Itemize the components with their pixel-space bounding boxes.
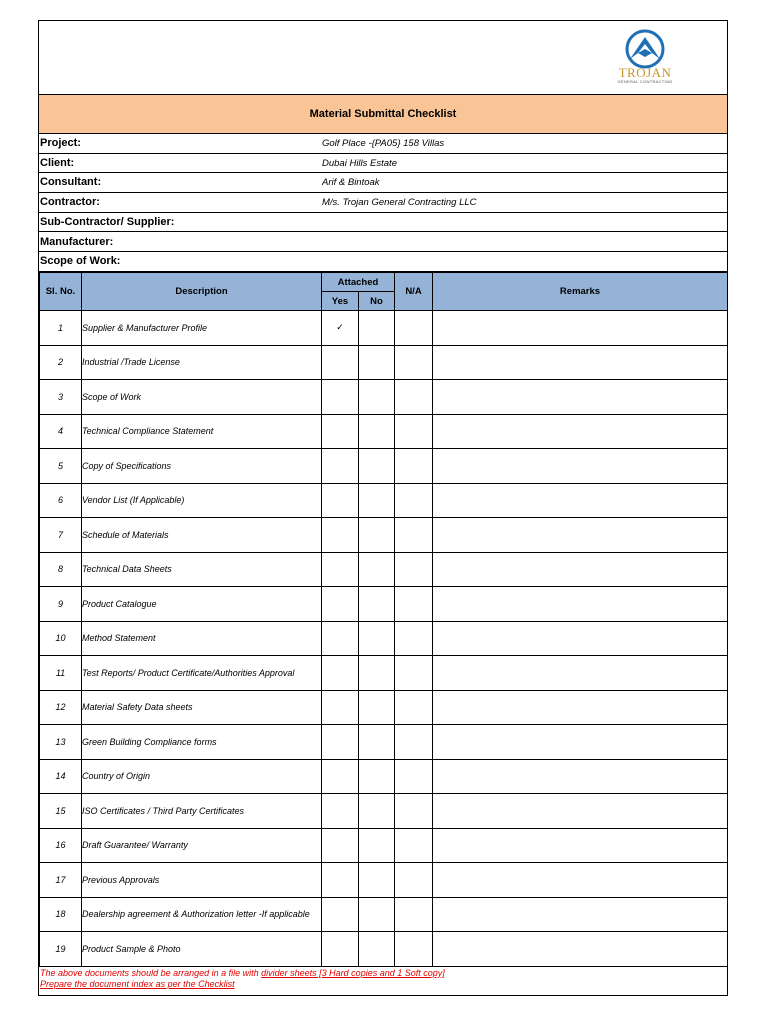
- row-number: 2: [40, 345, 82, 380]
- header-remarks: Remarks: [433, 273, 728, 311]
- row-remarks-cell: [433, 932, 728, 967]
- row-remarks-cell: [433, 621, 728, 656]
- table-row: [40, 483, 728, 518]
- row-remarks-cell: [433, 794, 728, 829]
- row-remarks-cell: [433, 656, 728, 691]
- row-no-cell: [359, 828, 395, 863]
- info-label: Consultant:: [40, 176, 102, 189]
- logo-tagline: GENERAL CONTRACTING: [617, 79, 673, 84]
- table-row: [40, 897, 728, 932]
- info-row: [39, 173, 727, 193]
- row-na-cell: [395, 345, 433, 380]
- row-yes-cell: [322, 552, 359, 587]
- footer-line-1-text: The above documents should be arranged in a file with: [40, 968, 262, 978]
- table-row: [40, 759, 728, 794]
- row-description: Method Statement: [82, 621, 322, 656]
- row-remarks-cell: [433, 897, 728, 932]
- row-number: 8: [40, 552, 82, 587]
- row-na-cell: [395, 380, 433, 415]
- row-na-cell: [395, 932, 433, 967]
- footer-divider-note: divider sheets [3 Hard copies and 1 Soft copy]: [261, 968, 445, 978]
- row-remarks-cell: [433, 311, 728, 346]
- row-remarks-cell: [433, 552, 728, 587]
- row-description: Dealership agreement & Authorization letter -If applicable: [82, 897, 322, 932]
- header-attached: Attached: [322, 273, 395, 292]
- row-description: Schedule of Materials: [82, 518, 322, 553]
- checklist-sheet: [38, 20, 728, 996]
- row-yes-cell: [322, 414, 359, 449]
- info-value: Arif & Bintoak: [322, 177, 380, 189]
- row-description: Previous Approvals: [82, 863, 322, 898]
- row-yes-cell: [322, 345, 359, 380]
- row-no-cell: [359, 311, 395, 346]
- row-number: 14: [40, 759, 82, 794]
- row-description: Copy of Specifications: [82, 449, 322, 484]
- row-yes-cell: [322, 932, 359, 967]
- row-yes-cell: [322, 587, 359, 622]
- trojan-logo-icon: [620, 29, 670, 69]
- row-na-cell: [395, 518, 433, 553]
- row-remarks-cell: [433, 690, 728, 725]
- row-na-cell: [395, 656, 433, 691]
- row-number: 1: [40, 311, 82, 346]
- row-na-cell: [395, 828, 433, 863]
- row-yes-cell: [322, 518, 359, 553]
- row-description: Supplier & Manufacturer Profile: [82, 311, 322, 346]
- row-remarks-cell: [433, 380, 728, 415]
- info-row: [39, 233, 727, 253]
- row-number: 4: [40, 414, 82, 449]
- row-remarks-cell: [433, 449, 728, 484]
- checklist-table: [39, 272, 728, 967]
- info-label: Manufacturer:: [40, 235, 114, 248]
- row-number: 11: [40, 656, 82, 691]
- row-remarks-cell: [433, 828, 728, 863]
- row-no-cell: [359, 449, 395, 484]
- company-logo: [613, 29, 677, 89]
- row-remarks-cell: [433, 587, 728, 622]
- row-yes-cell: [322, 380, 359, 415]
- info-row: [39, 193, 727, 213]
- info-label: Client:: [40, 156, 75, 169]
- row-yes-cell: [322, 794, 359, 829]
- row-no-cell: [359, 345, 395, 380]
- table-row: [40, 621, 728, 656]
- row-number: 12: [40, 690, 82, 725]
- row-number: 5: [40, 449, 82, 484]
- row-number: 19: [40, 932, 82, 967]
- row-no-cell: [359, 759, 395, 794]
- row-remarks-cell: [433, 518, 728, 553]
- row-description: Technical Data Sheets: [82, 552, 322, 587]
- row-number: 13: [40, 725, 82, 760]
- row-yes-cell: [322, 863, 359, 898]
- row-yes-cell: [322, 759, 359, 794]
- row-number: 10: [40, 621, 82, 656]
- row-description: Scope of Work: [82, 380, 322, 415]
- checklist-body: [40, 311, 728, 967]
- row-description: Industrial /Trade License: [82, 345, 322, 380]
- row-description: Draft Guarantee/ Warranty: [82, 828, 322, 863]
- row-description: Test Reports/ Product Certificate/Authorities Approval: [82, 656, 322, 691]
- info-value: Dubai Hills Estate: [322, 157, 397, 169]
- table-row: [40, 690, 728, 725]
- row-no-cell: [359, 932, 395, 967]
- row-na-cell: [395, 621, 433, 656]
- row-remarks-cell: [433, 759, 728, 794]
- table-row: [40, 863, 728, 898]
- row-number: 9: [40, 587, 82, 622]
- table-row: [40, 794, 728, 829]
- row-description: Technical Compliance Statement: [82, 414, 322, 449]
- table-row: [40, 518, 728, 553]
- info-row: [39, 213, 727, 233]
- document-title: Material Submittal Checklist: [39, 94, 727, 134]
- row-remarks-cell: [433, 863, 728, 898]
- row-yes-cell: [322, 656, 359, 691]
- row-remarks-cell: [433, 414, 728, 449]
- info-label: Sub-Contractor/ Supplier:: [40, 215, 175, 228]
- row-number: 17: [40, 863, 82, 898]
- row-number: 6: [40, 483, 82, 518]
- row-na-cell: [395, 863, 433, 898]
- footer-line-2: Prepare the document index as per the Checklist: [40, 979, 235, 989]
- row-na-cell: [395, 449, 433, 484]
- table-row: [40, 380, 728, 415]
- footer-line-1: [40, 968, 445, 979]
- row-no-cell: [359, 380, 395, 415]
- header-na: N/A: [395, 273, 433, 311]
- info-label: Contractor:: [40, 196, 100, 209]
- row-na-cell: [395, 725, 433, 760]
- row-no-cell: [359, 897, 395, 932]
- row-na-cell: [395, 552, 433, 587]
- info-row: [39, 154, 727, 174]
- table-row: [40, 656, 728, 691]
- row-description: Green Building Compliance forms: [82, 725, 322, 760]
- row-no-cell: [359, 587, 395, 622]
- row-na-cell: [395, 414, 433, 449]
- row-yes-cell: [322, 725, 359, 760]
- table-row: [40, 725, 728, 760]
- info-value: Golf Place -{PA05} 158 Villas: [322, 138, 445, 149]
- info-row: [39, 134, 727, 154]
- row-yes-cell: [322, 483, 359, 518]
- row-no-cell: [359, 414, 395, 449]
- row-yes-cell: [322, 690, 359, 725]
- header-description: Description: [82, 273, 322, 311]
- row-number: 16: [40, 828, 82, 863]
- row-no-cell: [359, 552, 395, 587]
- header-sl-no: Sl. No.: [40, 273, 82, 311]
- info-row: [39, 252, 727, 272]
- logo-brand-text: TROJAN: [618, 65, 672, 80]
- row-remarks-cell: [433, 725, 728, 760]
- row-na-cell: [395, 897, 433, 932]
- row-description: Product Sample & Photo: [82, 932, 322, 967]
- table-row: [40, 828, 728, 863]
- info-label: Scope of Work:: [40, 255, 121, 268]
- row-description: Vendor List (If Applicable): [82, 483, 322, 518]
- row-yes-cell: [322, 449, 359, 484]
- row-no-cell: [359, 518, 395, 553]
- row-yes-cell: [322, 897, 359, 932]
- table-row: [40, 345, 728, 380]
- table-row: [40, 311, 728, 346]
- logo-header: [39, 21, 727, 94]
- row-no-cell: [359, 690, 395, 725]
- table-row: [40, 587, 728, 622]
- row-description: ISO Certificates / Third Party Certificates: [82, 794, 322, 829]
- row-na-cell: [395, 794, 433, 829]
- row-na-cell: [395, 759, 433, 794]
- table-row: [40, 552, 728, 587]
- row-no-cell: [359, 483, 395, 518]
- header-yes: Yes: [322, 292, 359, 311]
- table-row: [40, 449, 728, 484]
- row-na-cell: [395, 311, 433, 346]
- row-no-cell: [359, 863, 395, 898]
- info-value: M/s. Trojan General Contracting LLC: [322, 197, 477, 209]
- row-number: 15: [40, 794, 82, 829]
- info-label: Project:: [40, 137, 81, 149]
- row-yes-cell: [322, 828, 359, 863]
- row-na-cell: [395, 690, 433, 725]
- row-description: Country of Origin: [82, 759, 322, 794]
- table-row: [40, 414, 728, 449]
- row-no-cell: [359, 621, 395, 656]
- row-na-cell: [395, 483, 433, 518]
- row-yes-cell: [322, 621, 359, 656]
- row-description: Material Safety Data sheets: [82, 690, 322, 725]
- row-remarks-cell: [433, 345, 728, 380]
- row-description: Product Catalogue: [82, 587, 322, 622]
- header-no: No: [359, 292, 395, 311]
- row-yes-cell: ✓: [322, 311, 359, 346]
- row-number: 7: [40, 518, 82, 553]
- row-number: 18: [40, 897, 82, 932]
- footer-notes: [40, 968, 445, 990]
- row-no-cell: [359, 725, 395, 760]
- row-number: 3: [40, 380, 82, 415]
- row-no-cell: [359, 794, 395, 829]
- table-row: [40, 932, 728, 967]
- row-na-cell: [395, 587, 433, 622]
- row-remarks-cell: [433, 483, 728, 518]
- row-no-cell: [359, 656, 395, 691]
